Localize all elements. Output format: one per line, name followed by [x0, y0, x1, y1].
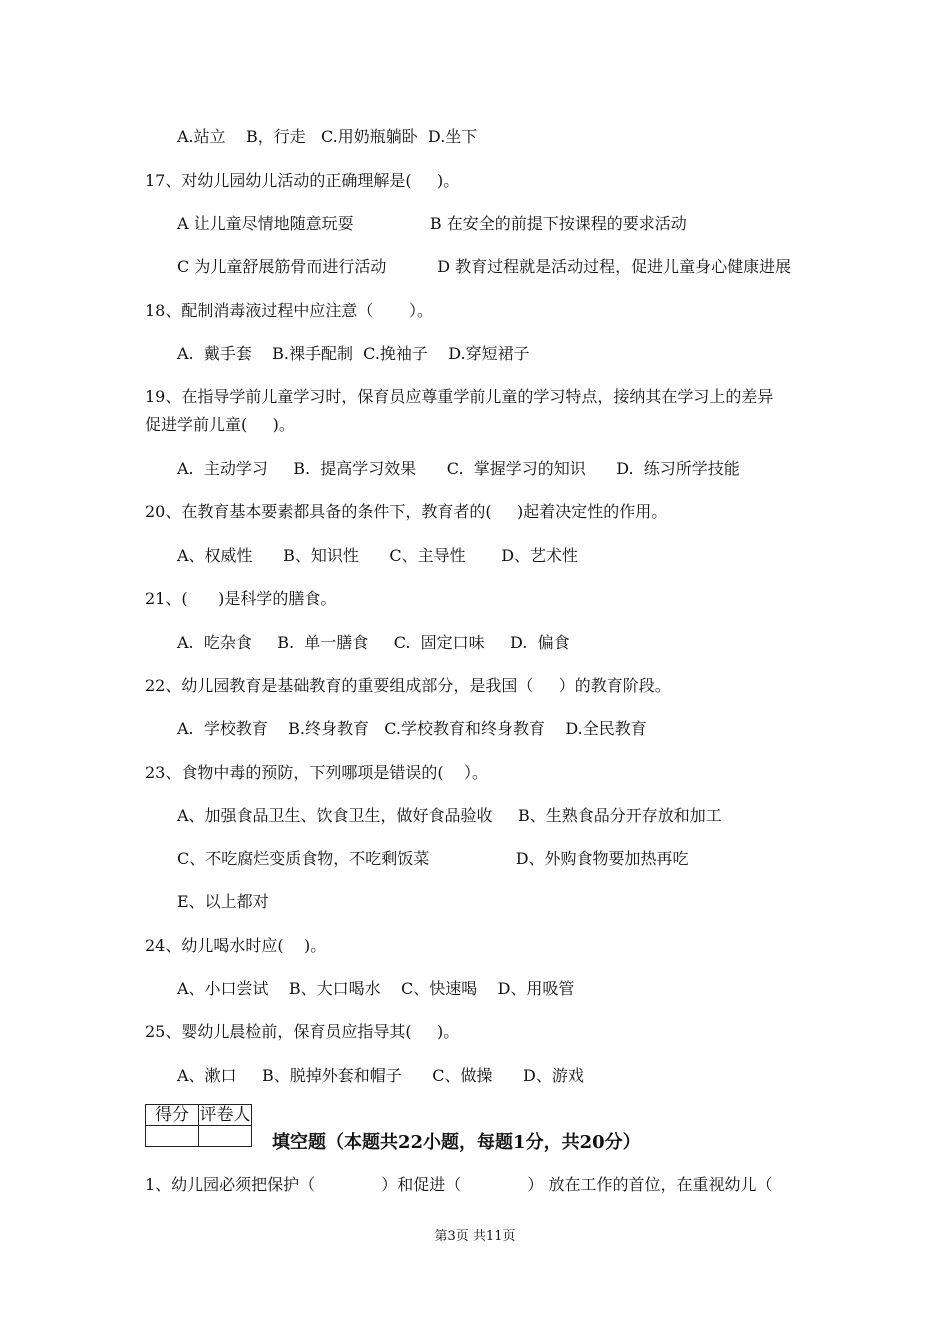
q16-options: A.站立 B，行走 C.用奶瓶躺卧 D.坐下 — [177, 127, 478, 146]
page-footer: 第3页 共11页 — [434, 1229, 516, 1244]
grader-label: 评卷人 — [199, 1105, 251, 1125]
q17-options-cd: C 为儿童舒展筋骨而进行活动 D 教育过程就是活动过程，促进儿童身心健康进展 — [177, 257, 792, 276]
q20-options: A、权威性 B、知识性 C、主导性 D、艺术性 — [177, 546, 579, 565]
q22-stem: 22、幼儿园教育是基础教育的重要组成部分，是我国（ ）的教育阶段。 — [145, 676, 671, 695]
grader-cell — [199, 1126, 252, 1147]
q20-stem: 20、在教育基本要素都具备的条件下，教育者的( )起着决定性的作用。 — [145, 502, 668, 521]
q23-stem: 23、食物中毒的预防，下列哪项是错误的( ）。 — [145, 763, 488, 782]
q17-options-ab: A 让儿童尽情地随意玩耍 B 在安全的前提下按课程的要求活动 — [177, 214, 687, 233]
score-label: 得分 — [146, 1105, 199, 1126]
q23-options-cd: C、不吃腐烂变质食物，不吃剩饭菜 D、外购食物要加热再吃 — [177, 849, 689, 868]
section-title: 填空题（本题共22小题，每题1分，共20分） — [272, 1132, 641, 1153]
q23-options-ab: A、加强食品卫生、饮食卫生，做好食品验收 B、生熟食品分开存放和加工 — [177, 806, 722, 825]
q25-options: A、漱口 B、脱掉外套和帽子 C、做操 D、游戏 — [177, 1066, 584, 1085]
q21-options: A. 吃杂食 B. 单一膳食 C. 固定口味 D. 偏食 — [177, 633, 570, 652]
q22-options: A. 学校教育 B.终身教育 C.学校教育和终身教育 D.全民教育 — [177, 719, 647, 738]
score-cell — [146, 1126, 199, 1147]
q21-stem: 21、( )是科学的膳食。 — [145, 589, 337, 608]
fill1-stem: 1、幼儿园必须把保护（ ）和促进（ ） 放在工作的首位，在重视幼儿（ — [145, 1175, 773, 1194]
q19-options: A. 主动学习 B. 提高学习效果 C. 掌握学习的知识 D. 练习所学技能 — [177, 459, 740, 478]
q24-options: A、小口尝试 B、大口喝水 C、快速喝 D、用吸管 — [177, 979, 575, 998]
q23-option-e: E、以上都对 — [177, 892, 269, 911]
q24-stem: 24、幼儿喝水时应( )。 — [145, 936, 327, 955]
q25-stem: 25、婴幼儿晨检前，保育员应指导其( )。 — [145, 1022, 460, 1041]
q18-stem: 18、配制消毒液过程中应注意（ ）。 — [145, 301, 433, 320]
q17-stem: 17、对幼儿园幼儿活动的正确理解是( )。 — [145, 171, 460, 190]
q19-stem-line1: 19、在指导学前儿童学习时，保育员应尊重学前儿童的学习特点，接纳其在学习上的差异 — [145, 387, 774, 406]
q18-options: A. 戴手套 B.裸手配制 C.挽袖子 D.穿短裙子 — [177, 344, 530, 363]
q19-stem-line2: 促进学前儿童( )。 — [145, 415, 295, 434]
score-table — [145, 1104, 252, 1147]
